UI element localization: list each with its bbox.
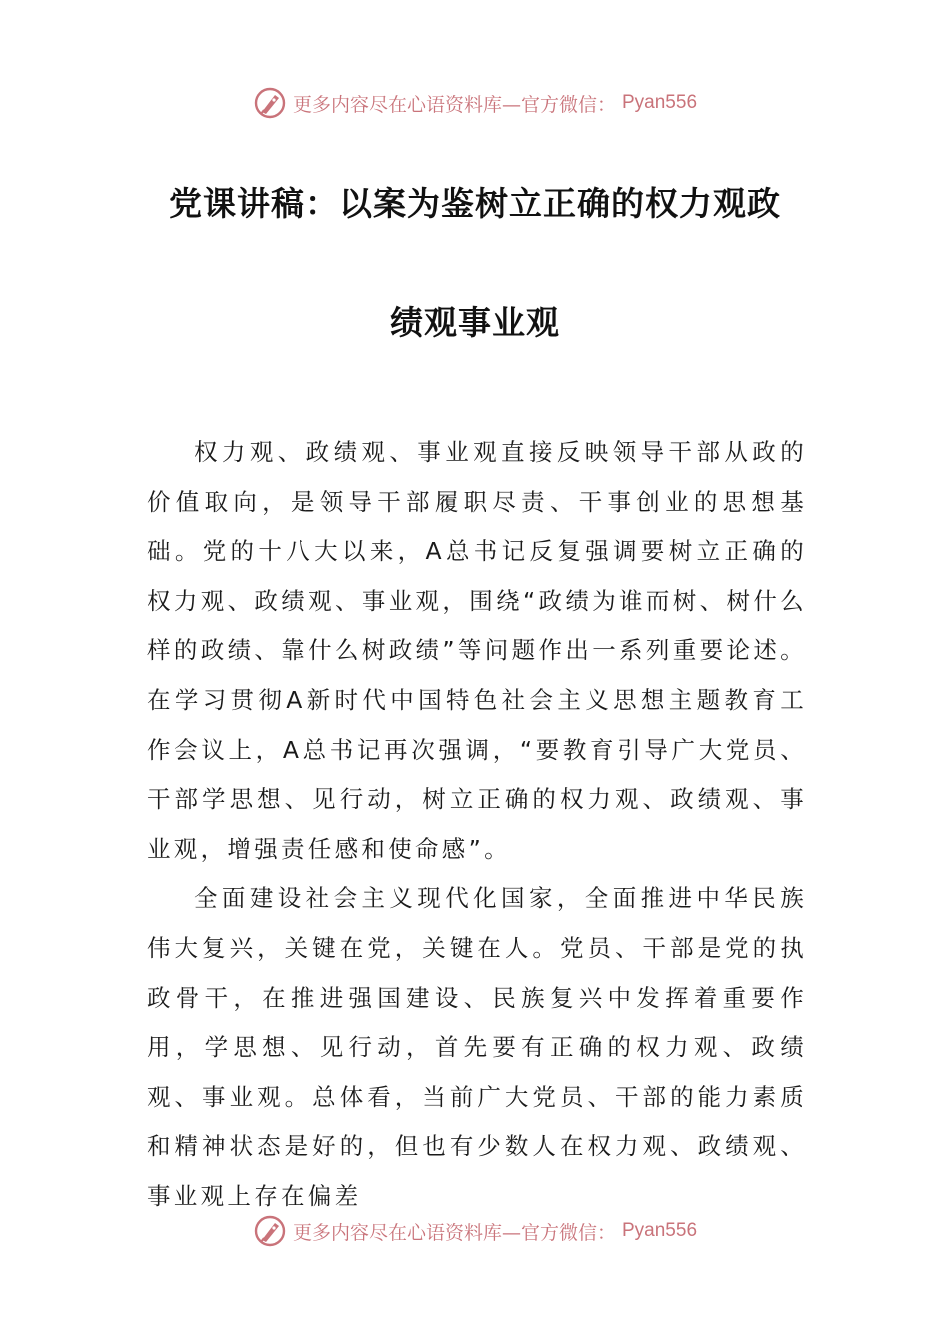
paragraph-2: 全面建设社会主义现代化国家，全面推进中华民族伟大复兴，关键在党，关键在人。党员、干部是党的执政骨干，在推进强国建设、民族复兴中发挥着重要作用，学思想、见行动，首先要有正确的权力观、政绩观、事业观。总体看，当前广大党员、干部的能力素质和精神状态是好的，但也有少数人在权力观、政绩观、事业观上存在偏差 <box>147 884 807 1210</box>
wechat-id: Pyan556 <box>622 1220 698 1241</box>
document-body <box>147 428 807 1222</box>
paragraph-1: 权力观、政绩观、事业观直接反映领导干部从政的价值取向，是领导干部履职尽责、干事创业的思想基础。党的十八大以来，A总书记反复强调要树立正确的权力观、政绩观、事业观，围绕“政绩为谁而树、树什么样的政绩、靠什么树政绩”等问题作出一系列重要论述。在学习贯彻A新时代中国特色社会主义思想主题教育工作会议上，A总书记再次强调，“要教育引导广大党员、干部学思想、见行动，树立正确的权力观、政绩观、事业观，增强责任感和使命感”。 <box>147 438 807 863</box>
footer-banner <box>0 1211 950 1251</box>
document-title-line-2: 绩观事业观 <box>390 303 560 342</box>
document-title-line-1: 党课讲稿：以案为鉴树立正确的权力观政 <box>169 184 781 223</box>
quill-pen-logo-icon <box>253 1214 287 1248</box>
banner-text: 更多内容尽在心语资料库—官方微信： <box>292 1221 616 1244</box>
wechat-id: Pyan556 <box>622 92 698 113</box>
quill-pen-logo-icon <box>253 86 287 120</box>
header-banner <box>0 83 950 123</box>
banner-text: 更多内容尽在心语资料库—官方微信： <box>292 93 616 116</box>
